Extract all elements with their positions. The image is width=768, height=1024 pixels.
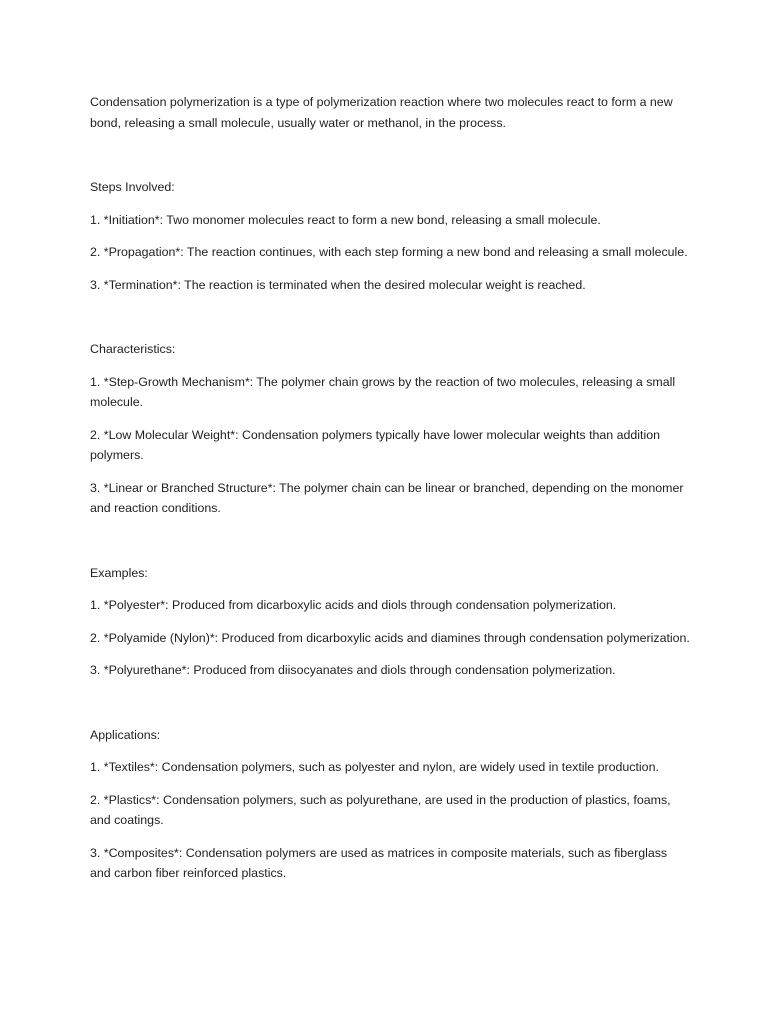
list-item: 3. *Linear or Branched Structure*: The polymer chain can be linear or branched, depending on the monomer and reaction conditions. (90, 480, 684, 515)
section-heading-applications: Applications: (90, 727, 161, 742)
list-item: 2. *Propagation*: The reaction continues, with each step forming a new bond and releasing a small molecule. (90, 245, 688, 259)
section-heading-steps: Steps Involved: (90, 180, 175, 194)
list-item: 1. *Initiation*: Two monomer molecules react to form a new bond, releasing a small molecule. (90, 212, 601, 227)
list-item: 2. *Plastics*: Condensation polymers, such as polyurethane, are used in the production of plastics, foams, and coatings. (90, 792, 671, 827)
list-item: 1. *Polyester*: Produced from dicarboxylic acids and diols through condensation polymerization. (90, 598, 617, 612)
section-heading-characteristics: Characteristics: (90, 342, 176, 356)
list-item: 3. *Termination*: The reaction is terminated when the desired molecular weight is reached. (90, 277, 586, 292)
list-item: 1. *Step-Growth Mechanism*: The polymer chain grows by the reaction of two molecules, releasing a small molecule. (90, 374, 676, 409)
list-item: 3. *Polyurethane*: Produced from diisocyanates and diols through condensation polymerization. (90, 663, 616, 677)
list-item: 2. *Polyamide (Nylon)*: Produced from dicarboxylic acids and diamines through condensation polymerization. (90, 630, 690, 645)
list-item: 2. *Low Molecular Weight*: Condensation polymers typically have lower molecular weights than addition polymers. (90, 427, 661, 462)
list-item: 3. *Composites*: Condensation polymers are used as matrices in composite materials, such as fiberglass and carbon fiber reinforced plastics. (90, 845, 668, 880)
list-item: 1. *Textiles*: Condensation polymers, such as polyester and nylon, are widely used in textile production. (90, 760, 659, 774)
intro-paragraph: Condensation polymerization is a type of polymerization reaction where two molecules react to form a new bond, releasing a small molecule, usually water or methanol, in the process. (90, 95, 673, 130)
document-body (90, 92, 690, 884)
section-heading-examples: Examples: (90, 565, 148, 580)
